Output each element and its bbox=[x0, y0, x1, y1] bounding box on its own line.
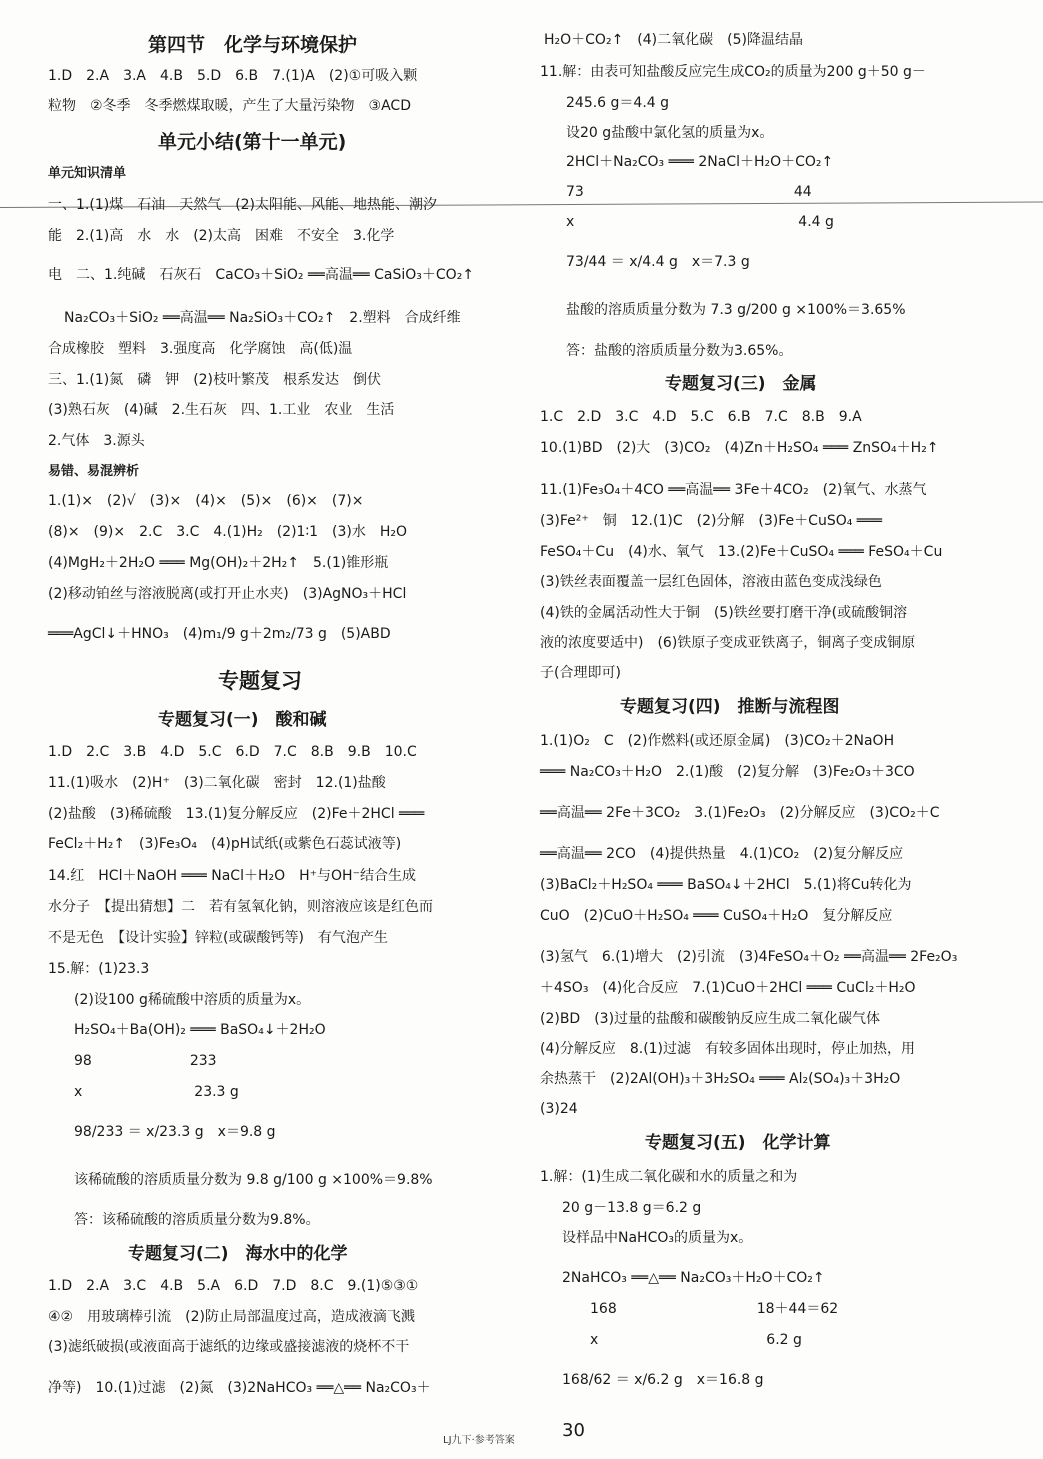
subsection-heading: 易错、易混辨析 bbox=[48, 464, 140, 479]
text-line: (4)铁的金属活动性大于铜 (5)铁丝要打磨干净(或硫酸铜溶 bbox=[540, 605, 908, 621]
text-line: (3)氢气 6.(1)增大 (2)引流 (3)4FeSO₄＋O₂ ══高温══ 2Fe₂O₃ bbox=[540, 949, 958, 965]
text-line: (3)滤纸破损(或液面高于滤纸的边缘或盛接滤液的烧杯不干 bbox=[48, 1339, 410, 1355]
text-line: 水分子 【提出猜想】二 若有氢氧化钠，则溶液应该是红色而 bbox=[48, 899, 433, 915]
text-line: (4)MgH₂＋2H₂O ═══ Mg(OH)₂＋2H₂↑ 5.(1)锥形瓶 bbox=[48, 555, 389, 571]
text-line: 子(合理即可) bbox=[540, 665, 621, 681]
text-line: (2)移动铂丝与溶液脱离(或打开止水夹) (3)AgNO₃＋HCl bbox=[48, 586, 407, 602]
text-line: (2)BD (3)过量的盐酸和碳酸钠反应生成二氧化碳气体 bbox=[540, 1011, 881, 1027]
text-line: H₂O＋CO₂↑ (4)二氧化碳 (5)降温结晶 bbox=[544, 32, 803, 48]
text-line: 168/62 ＝ x/6.2 g x＝16.8 g bbox=[562, 1372, 764, 1388]
text-line: 1.D 2.A 3.A 4.B 5.D 6.B 7.(1)A (2)①可吸入颗 bbox=[48, 68, 418, 84]
section-heading: 专题复习(三) 金属 bbox=[665, 374, 817, 394]
text-line: FeSO₄＋Cu (4)水、氧气 13.(2)Fe＋CuSO₄ ═══ FeSO₄＋Cu bbox=[540, 544, 943, 560]
section-heading: 第四节 化学与环境保护 bbox=[148, 34, 358, 56]
text-line: 98 233 bbox=[74, 1053, 217, 1069]
text-line: FeCl₂＋H₂↑ (3)Fe₃O₄ (4)pH试纸(或紫色石蕊试液等) bbox=[48, 836, 402, 852]
text-line: 14.红 HCl＋NaOH ═══ NaCl＋H₂O H⁺与OH⁻结合生成 bbox=[48, 868, 416, 884]
text-line: H₂SO₄＋Ba(OH)₂ ═══ BaSO₄↓＋2H₂O bbox=[74, 1022, 326, 1038]
text-line: 1.解：(1)生成二氧化碳和水的质量之和为 bbox=[540, 1169, 798, 1185]
text-line: 10.(1)BD (2)大 (3)CO₂ (4)Zn＋H₂SO₄ ═══ ZnSO₄＋H₂↑ bbox=[540, 440, 939, 456]
text-line: 设样品中NaHCO₃的质量为x。 bbox=[562, 1230, 753, 1246]
page-number: 30 bbox=[562, 1420, 585, 1441]
text-line: 余热蒸干 (2)2Al(OH)₃＋3H₂SO₄ ═══ Al₂(SO₄)₃＋3H₂O bbox=[540, 1071, 901, 1087]
text-line: 1.C 2.D 3.C 4.D 5.C 6.B 7.C 8.B 9.A bbox=[540, 409, 862, 425]
text-line: 2HCl＋Na₂CO₃ ═══ 2NaCl＋H₂O＋CO₂↑ bbox=[566, 154, 834, 170]
text-line: 答：该稀硫酸的溶质质量分数为9.8%。 bbox=[74, 1212, 320, 1228]
text-line: (3)熟石灰 (4)碱 2.生石灰 四、1.工业 农业 生活 bbox=[48, 402, 395, 418]
text-line: x 4.4 g bbox=[566, 214, 834, 230]
text-line: 1.D 2.C 3.B 4.D 5.C 6.D 7.C 8.B 9.B 10.C bbox=[48, 744, 417, 760]
text-line: 98/233 ＝ x/23.3 g x＝9.8 g bbox=[74, 1124, 276, 1140]
text-line: CuO (2)CuO＋H₂SO₄ ═══ CuSO₄＋H₂O 复分解反应 bbox=[540, 908, 893, 924]
text-line: (4)分解反应 8.(1)过滤 有较多固体出现时，停止加热，用 bbox=[540, 1041, 916, 1057]
text-line: 11.(1)Fe₃O₄＋4CO ══高温══ 3Fe＋4CO₂ (2)氧气、水蒸气 bbox=[540, 482, 927, 498]
text-line: 三、1.(1)氮 磷 钾 (2)枝叶繁茂 根系发达 倒伏 bbox=[48, 372, 382, 388]
text-line: 一、1.(1)煤 石油 天然气 (2)太阳能、风能、地热能、潮汐 bbox=[48, 197, 438, 213]
text-line: 2NaHCO₃ ══△══ Na₂CO₃＋H₂O＋CO₂↑ bbox=[562, 1270, 825, 1286]
text-line: (3)24 bbox=[540, 1101, 578, 1117]
text-line: 电 二、1.纯碱 石灰石 CaCO₃＋SiO₂ ══高温══ CaSiO₃＋CO₂↑ bbox=[48, 267, 475, 283]
text-line: 不是无色 【设计实验】锌粒(或碳酸钙等) 有气泡产生 bbox=[48, 930, 388, 946]
section-heading: 专题复习 bbox=[218, 669, 302, 693]
text-line: 15.解：(1)23.3 bbox=[48, 961, 150, 977]
text-line: 液的浓度要适中) (6)铁原子变成亚铁离子，铜离子变成铜原 bbox=[540, 635, 916, 651]
text-line: ④② 用玻璃棒引流 (2)防止局部温度过高，造成液滴飞溅 bbox=[48, 1309, 415, 1325]
text-line: 1.D 2.A 3.C 4.B 5.A 6.D 7.D 8.C 9.(1)⑤③① bbox=[48, 1278, 419, 1294]
text-line: ══高温══ 2CO (4)提供热量 4.(1)CO₂ (2)复分解反应 bbox=[540, 846, 904, 862]
section-heading: 专题复习(五) 化学计算 bbox=[645, 1133, 831, 1153]
subsection-heading: 单元知识清单 bbox=[48, 166, 127, 181]
section-heading: 单元小结(第十一单元) bbox=[158, 131, 347, 153]
text-line: ═══ Na₂CO₃＋H₂O 2.(1)酸 (2)复分解 (3)Fe₂O₃＋3CO bbox=[540, 764, 915, 780]
text-line: 20 g－13.8 g＝6.2 g bbox=[562, 1200, 702, 1216]
text-line: (3)BaCl₂＋H₂SO₄ ═══ BaSO₄↓＋2HCl 5.(1)将Cu转化为 bbox=[540, 877, 912, 893]
section-heading: 专题复习(四) 推断与流程图 bbox=[620, 697, 840, 717]
text-line: 设20 g盐酸中氯化氢的质量为x。 bbox=[566, 125, 774, 141]
text-line: 答：盐酸的溶质质量分数为3.65%。 bbox=[566, 343, 793, 359]
text-line: (2)设100 g稀硫酸中溶质的质量为x。 bbox=[74, 992, 311, 1008]
text-line: 73/44 ＝ x/4.4 g x＝7.3 g bbox=[566, 254, 750, 270]
text-line: 168 18＋44＝62 bbox=[590, 1301, 839, 1317]
text-line: 1.(1)× (2)√ (3)× (4)× (5)× (6)× (7)× bbox=[48, 493, 364, 509]
text-line: 2.气体 3.源头 bbox=[48, 433, 145, 449]
text-line: 11.(1)吸水 (2)H⁺ (3)二氧化碳 密封 12.(1)盐酸 bbox=[48, 775, 386, 791]
text-line: (8)× (9)× 2.C 3.C 4.(1)H₂ (2)1∶1 (3)水 H₂O bbox=[48, 524, 407, 540]
text-line: Na₂CO₃＋SiO₂ ══高温══ Na₂SiO₃＋CO₂↑ 2.塑料 合成纤维 bbox=[64, 310, 461, 326]
text-line: 11.解：由表可知盐酸反应完生成CO₂的质量为200 g＋50 g－ bbox=[540, 64, 926, 80]
section-heading: 专题复习(二) 海水中的化学 bbox=[128, 1244, 348, 1264]
text-line: 1.(1)O₂ C (2)作燃料(或还原金属) (3)CO₂＋2NaOH bbox=[540, 733, 895, 749]
text-line: 盐酸的溶质质量分数为 7.3 g/200 g ×100%＝3.65% bbox=[566, 302, 906, 318]
text-line: 粒物 ②冬季 冬季燃煤取暖，产生了大量污染物 ③ACD bbox=[48, 98, 411, 114]
text-line: 合成橡胶 塑料 3.强度高 化学腐蚀 高(低)温 bbox=[48, 341, 353, 357]
text-line: ＋4SO₃ (4)化合反应 7.(1)CuO＋2HCl ═══ CuCl₂＋H₂O bbox=[540, 980, 916, 996]
text-line: ═══AgCl↓＋HNO₃ (4)m₁/9 g＋2m₂/73 g (5)ABD bbox=[48, 626, 391, 642]
text-line: x 6.2 g bbox=[590, 1332, 802, 1348]
text-line: 能 2.(1)高 水 水 (2)太高 困难 不安全 3.化学 bbox=[48, 228, 395, 244]
text-line: 245.6 g＝4.4 g bbox=[566, 95, 670, 111]
text-line: 73 44 bbox=[566, 184, 812, 200]
text-line: 该稀硫酸的溶质质量分数为 9.8 g/100 g ×100%＝9.8% bbox=[74, 1172, 433, 1188]
footer-folio: LJ九下·参考答案 bbox=[443, 1435, 515, 1446]
text-line: (3)Fe²⁺ 铜 12.(1)C (2)分解 (3)Fe＋CuSO₄ ═══ bbox=[540, 513, 883, 529]
text-line: ══高温══ 2Fe＋3CO₂ 3.(1)Fe₂O₃ (2)分解反应 (3)CO₂＋C bbox=[540, 805, 940, 821]
text-line: (3)铁丝表面覆盖一层红色固体，溶液由蓝色变成浅绿色 bbox=[540, 574, 882, 590]
section-heading: 专题复习(一) 酸和碱 bbox=[158, 710, 327, 730]
text-line: (2)盐酸 (3)稀硫酸 13.(1)复分解反应 (2)Fe＋2HCl ═══ bbox=[48, 806, 425, 822]
text-line: x 23.3 g bbox=[74, 1084, 239, 1100]
text-line: 净等) 10.(1)过滤 (2)氮 (3)2NaHCO₃ ══△══ Na₂CO₃＋ bbox=[48, 1380, 431, 1396]
